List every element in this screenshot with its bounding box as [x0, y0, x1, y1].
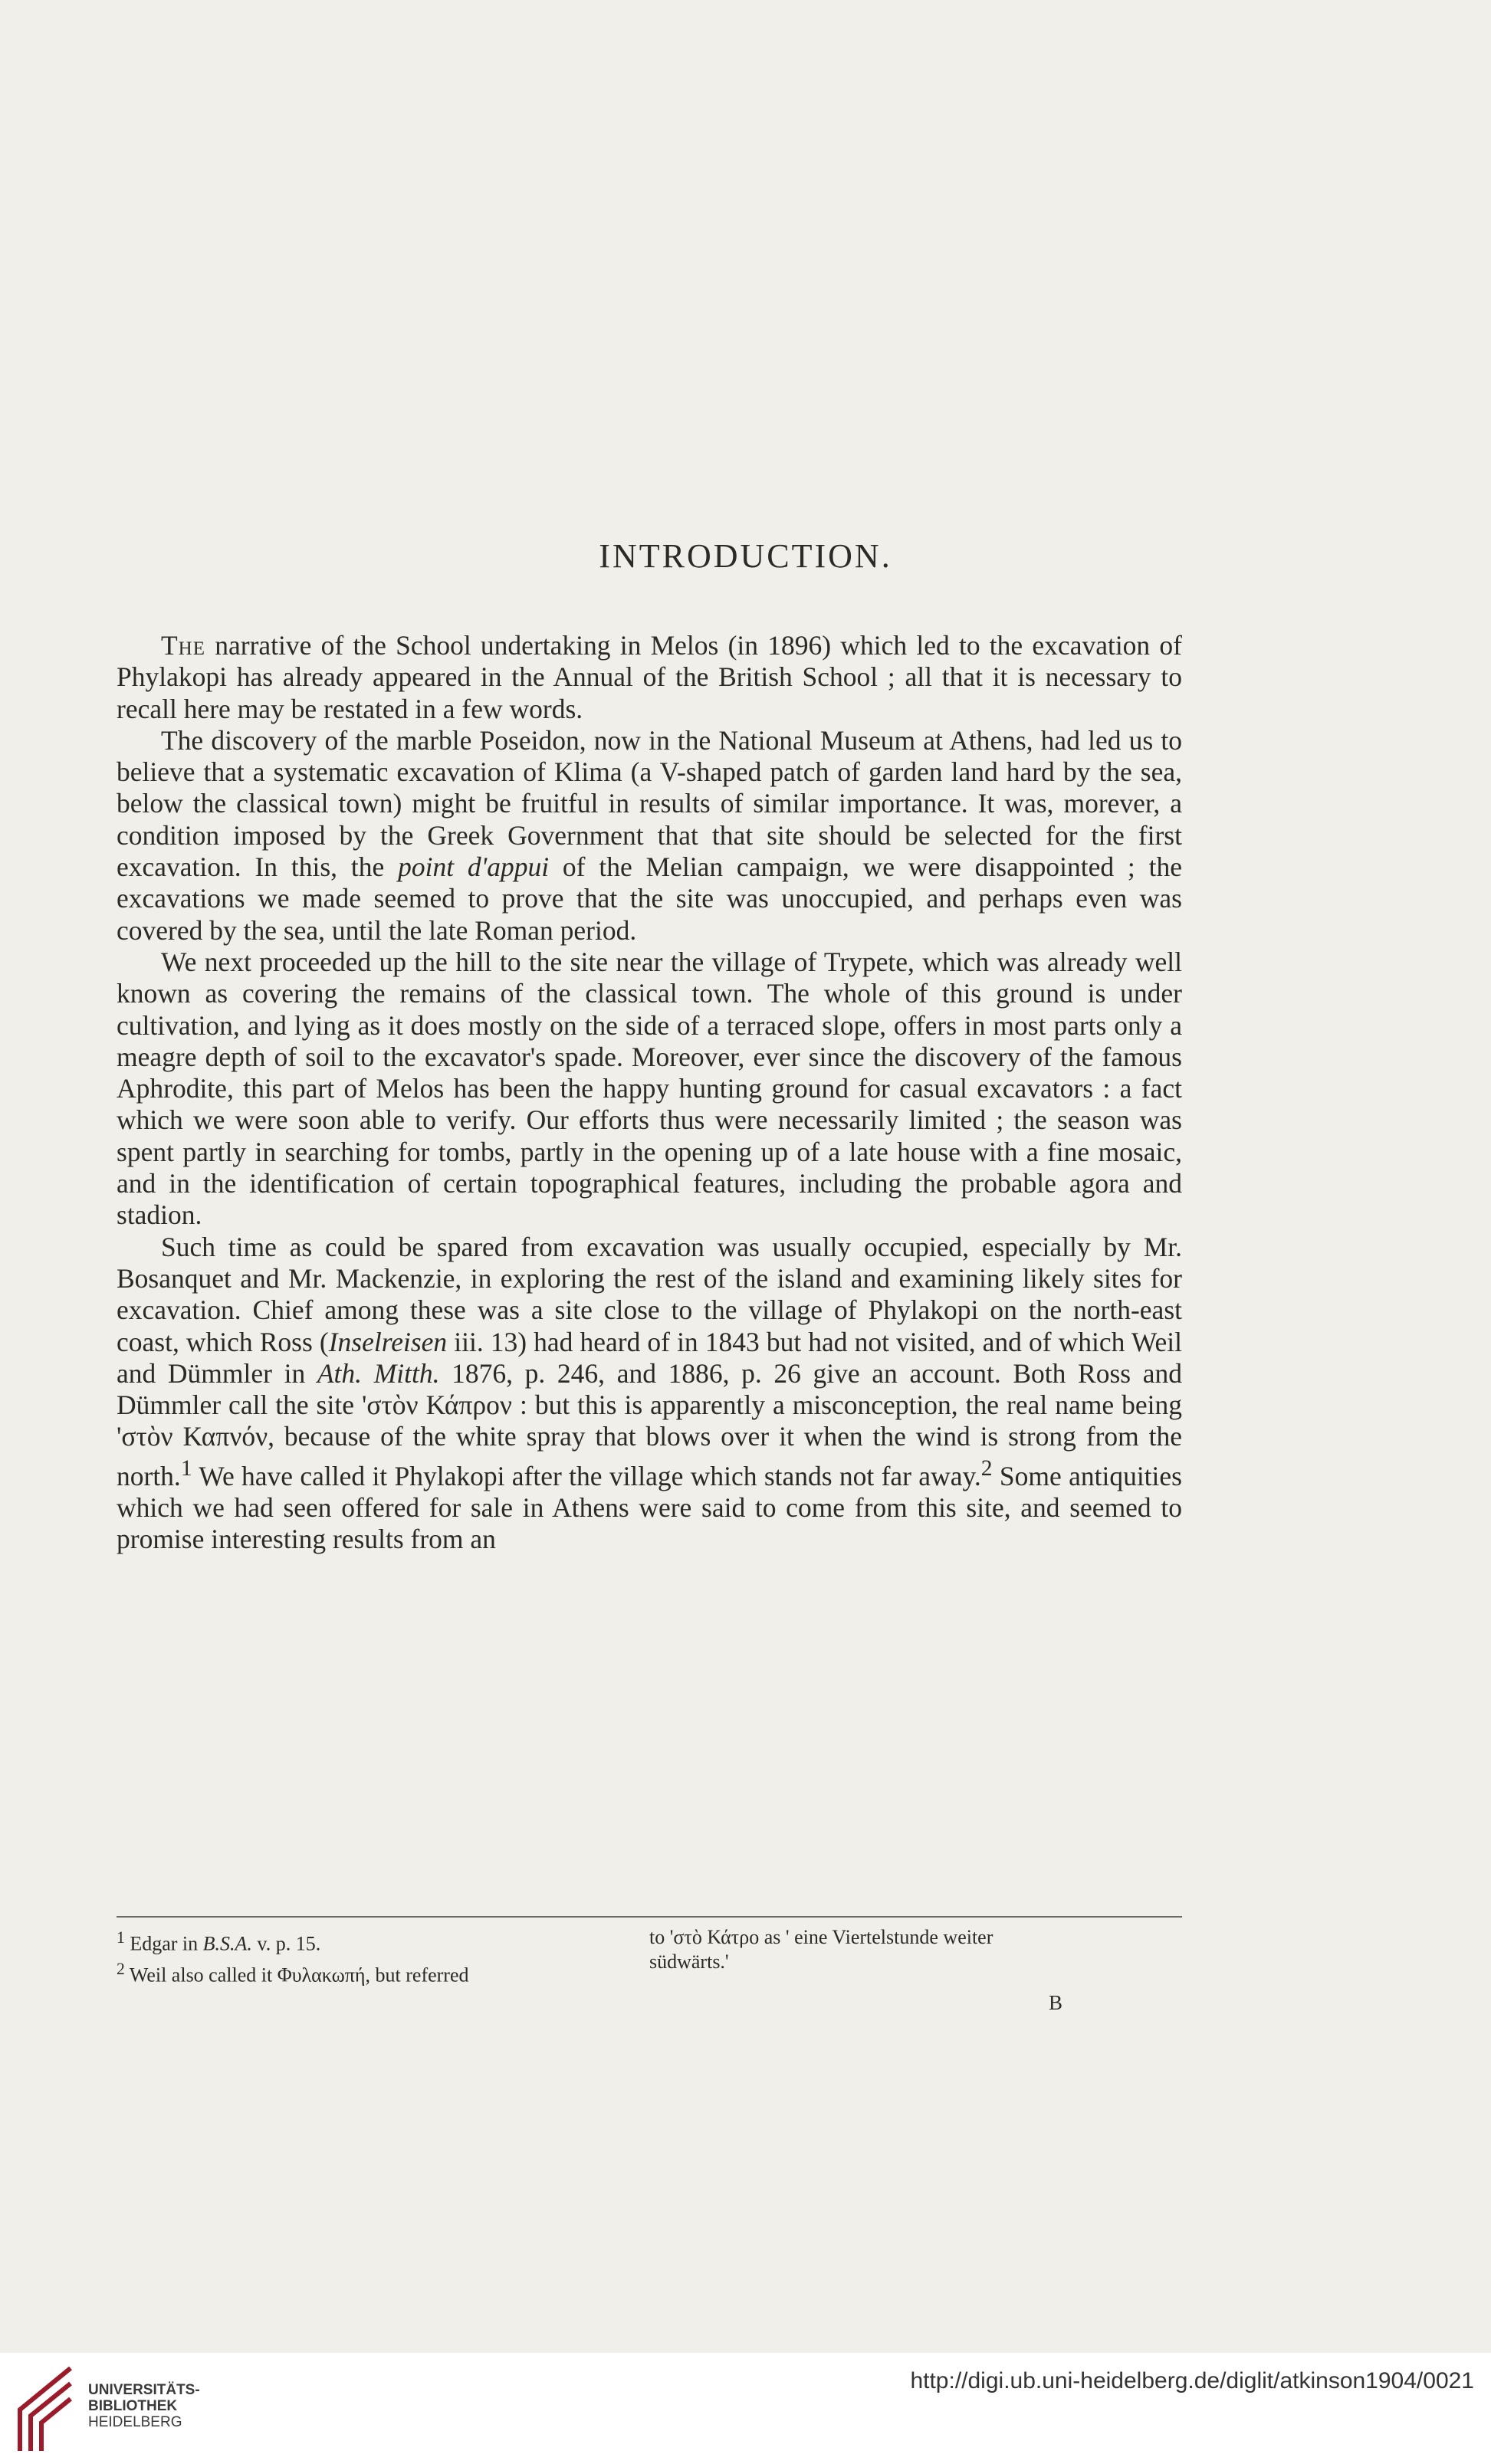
- footnote-2-mark: 2: [117, 1959, 125, 1978]
- footnote-1-post: v. p. 15.: [251, 1932, 321, 1955]
- paragraph-4: [117, 1232, 1182, 1556]
- lead-word: The: [161, 630, 206, 661]
- paragraph-4-b: iii. 13) had heard of in 1843 but had not visited, and of which Weil and Dümmler in: [117, 1326, 1182, 1389]
- footnote-2-continued-1: to 'στὸ Κάτρο as ' eine Viertelstunde weiter: [649, 1926, 993, 1948]
- footnote-divider: [117, 1916, 1182, 1918]
- italic-phrase: point d'appui: [398, 851, 550, 883]
- logo-line-3: HEIDELBERG: [88, 2414, 182, 2430]
- italic-inselreisen: Inselreisen: [328, 1326, 448, 1357]
- logo-line-2: BIBLIOTHEK: [88, 2398, 178, 2414]
- footnotes-left-column: [117, 1925, 645, 1987]
- library-footer: [0, 2353, 1491, 2464]
- source-url-link[interactable]: http://digi.ub.uni-heidelberg.de/diglit/atkinson1904/0021: [910, 2368, 1474, 2393]
- footnotes-right-column: [649, 1925, 1186, 1974]
- paragraph-4-d: We have called it Phylakopi after the village which stands not far away.: [192, 1460, 981, 1491]
- footnote-2-text: Weil also called it Φυλακωπή, but referred: [124, 1964, 469, 1987]
- body-text: [117, 630, 1182, 1555]
- signature-mark: B: [1049, 1991, 1063, 2014]
- library-logo-text: [88, 2382, 200, 2430]
- footnote-1: [117, 1925, 645, 1957]
- footnote-1-mark: 1: [117, 1928, 125, 1947]
- paragraph-3: We next proceeded up the hill to the site near the village of Trypete, which was already well known as covering the remains of the classical town. The whole of this ground is under cultivation, and lying as it does mostly on the side of a terraced slope, offers in most parts only a meagre depth of soil to the excavator's spade. Moreover, ever since the discovery of the famous Aphrodite, this part of Melos has been the happy hunting ground for casual excavators : a fact which we were soon able to verify. Our efforts thus were necessarily limited ; the season was spent partly in searching for tombs, partly in the opening up of a late house with a fine mosaic, and in the identification of certain topographical features, including the probable agora and stadion.: [117, 946, 1182, 1231]
- paragraph-1: [117, 630, 1182, 725]
- footnote-2: [117, 1957, 645, 1988]
- library-logo-icon: [11, 2361, 80, 2456]
- footnote-1-italic: B.S.A.: [202, 1932, 252, 1955]
- paragraph-4-a: Such time as could be spared from excavation was usually occupied, especially by Mr. Bosanquet and Mr. Mackenzie, in exploring the rest of the island and examining likely sites for excavation. Chief among these was a site close to the village of Phylakopi on the north-east coast, which Ross (: [117, 1231, 1182, 1357]
- page-title: INTRODUCTION.: [599, 537, 892, 575]
- paragraph-4-e: Some antiquities which we had seen offered for sale in Athens were said to come from this site, and seemed to promise interesting results from an: [117, 1460, 1182, 1555]
- footnote-2-continued-2: südwärts.': [649, 1951, 729, 1973]
- italic-ath-mitth: Ath. Mitth.: [317, 1357, 440, 1389]
- paragraph-2-post: of the Melian campaign, we were disappointed ; the excavations we made seemed to prove that the site was unoccupied, and perhaps even was covered by the sea, until the late Roman period.: [117, 851, 1182, 946]
- paragraph-1-text: narrative of the School undertaking in Melos (in 1896) which led to the excavation of Phylakopi has already appeared in the Annual of the British School ; all that it is necessary to recall here may be restated in a few words.: [117, 630, 1182, 724]
- footnote-ref-2[interactable]: 2: [980, 1455, 993, 1481]
- paragraph-2-pre: The discovery of the marble Poseidon, now in the National Museum at Athens, had led us to believe that a systematic excavation of Klima (a V-shaped patch of garden land hard by the sea, below the classical town) might be fruitful in results of similar importance. It was, morever, a condition imposed by the Greek Government that that site should be selected for the first excavation. In this, the: [117, 724, 1182, 883]
- paragraph-4-c: 1876, p. 246, and 1886, p. 26 give an account. Both Ross and Dümmler call the site 'στὸν Κάπρον : but this is apparently a misconception, the real name being 'στὸν Καπνόν, because of the white spray that blows over it when the wind is strong from the north.: [117, 1357, 1182, 1491]
- logo-line-1: UNIVERSITÄTS-: [88, 2382, 200, 2398]
- footnote-1-pre: Edgar in: [124, 1932, 203, 1955]
- footnote-ref-1[interactable]: 1: [180, 1455, 192, 1481]
- paragraph-2: [117, 725, 1182, 947]
